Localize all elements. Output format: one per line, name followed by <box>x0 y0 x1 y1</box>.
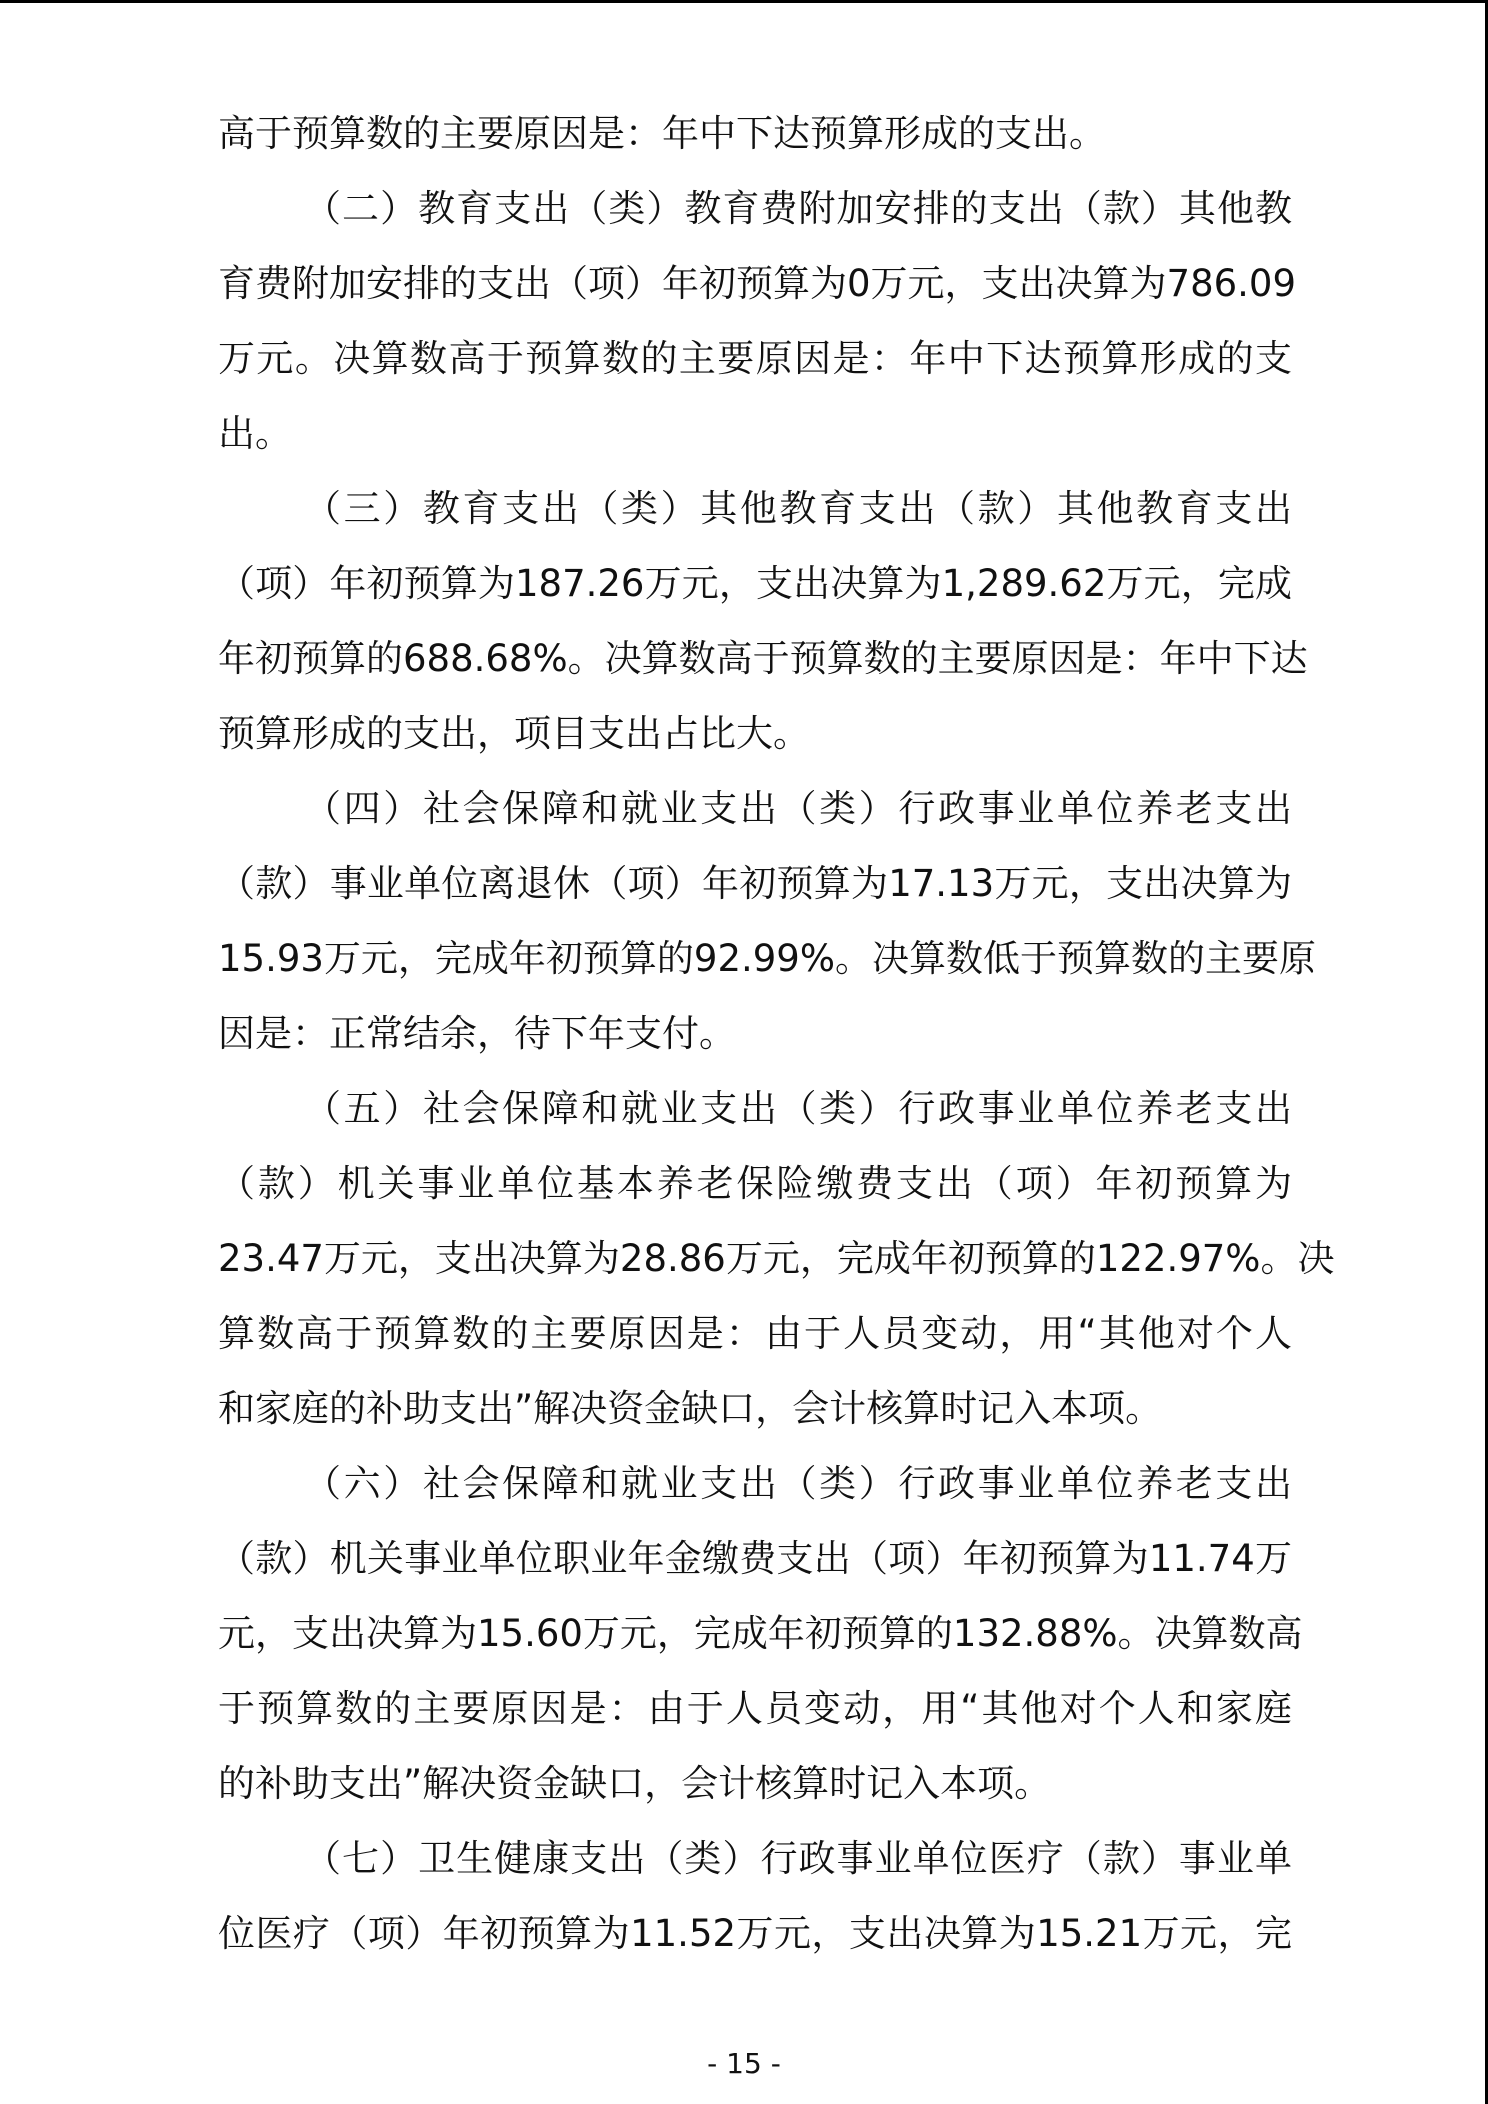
text-line: （款）机关事业单位职业年金缴费支出（项）年初预算为11.74万 <box>218 1537 1292 1580</box>
text-line: （六）社会保障和就业支出（类）行政事业单位养老支出 <box>304 1462 1292 1505</box>
text-line: 15.93万元，完成年初预算的92.99%。决算数低于预算数的主要原 <box>218 937 1317 980</box>
text-line: （项）年初预算为187.26万元，支出决算为1,289.62万元，完成 <box>218 562 1292 605</box>
text-line: 于预算数的主要原因是：由于人员变动，用“其他对个人和家庭 <box>218 1687 1292 1730</box>
text-line: （七）卫生健康支出（类）行政事业单位医疗（款）事业单 <box>304 1837 1292 1880</box>
text-line: （五）社会保障和就业支出（类）行政事业单位养老支出 <box>304 1087 1292 1130</box>
document-body <box>218 96 1335 1971</box>
page-top-border <box>0 0 1488 3</box>
text-line: （款）机关事业单位基本养老保险缴费支出（项）年初预算为 <box>218 1162 1292 1205</box>
text-line: 位医疗（项）年初预算为11.52万元，支出决算为15.21万元，完 <box>218 1912 1292 1955</box>
text-line: （四）社会保障和就业支出（类）行政事业单位养老支出 <box>304 787 1292 830</box>
text-line: 和家庭的补助支出”解决资金缺口，会计核算时记入本项。 <box>218 1387 1163 1430</box>
text-line: （款）事业单位离退休（项）年初预算为17.13万元，支出决算为 <box>218 862 1292 905</box>
text-line: 高于预算数的主要原因是：年中下达预算形成的支出。 <box>218 112 1106 155</box>
text-line: （二）教育支出（类）教育费附加安排的支出（款）其他教 <box>304 187 1292 230</box>
text-line: 万元。决算数高于预算数的主要原因是：年中下达预算形成的支 <box>218 337 1292 380</box>
text-line: 预算形成的支出，项目支出占比大。 <box>218 712 810 755</box>
text-line: 的补助支出”解决资金缺口，会计核算时记入本项。 <box>218 1762 1052 1805</box>
text-line: （三）教育支出（类）其他教育支出（款）其他教育支出 <box>304 487 1292 530</box>
text-line: 算数高于预算数的主要原因是：由于人员变动，用“其他对个人 <box>218 1312 1292 1355</box>
text-line: 出。 <box>218 412 292 455</box>
text-line: 元，支出决算为15.60万元，完成年初预算的132.88%。决算数高 <box>218 1612 1303 1655</box>
text-line: 23.47万元，支出决算为28.86万元，完成年初预算的122.97%。决 <box>218 1237 1335 1280</box>
text-line: 年初预算的688.68%。决算数高于预算数的主要原因是：年中下达 <box>218 637 1308 680</box>
page-number: - 15 - <box>707 2047 781 2080</box>
text-line: 育费附加安排的支出（项）年初预算为0万元，支出决算为786.09 <box>218 262 1297 305</box>
text-line: 因是：正常结余，待下年支付。 <box>218 1012 736 1055</box>
